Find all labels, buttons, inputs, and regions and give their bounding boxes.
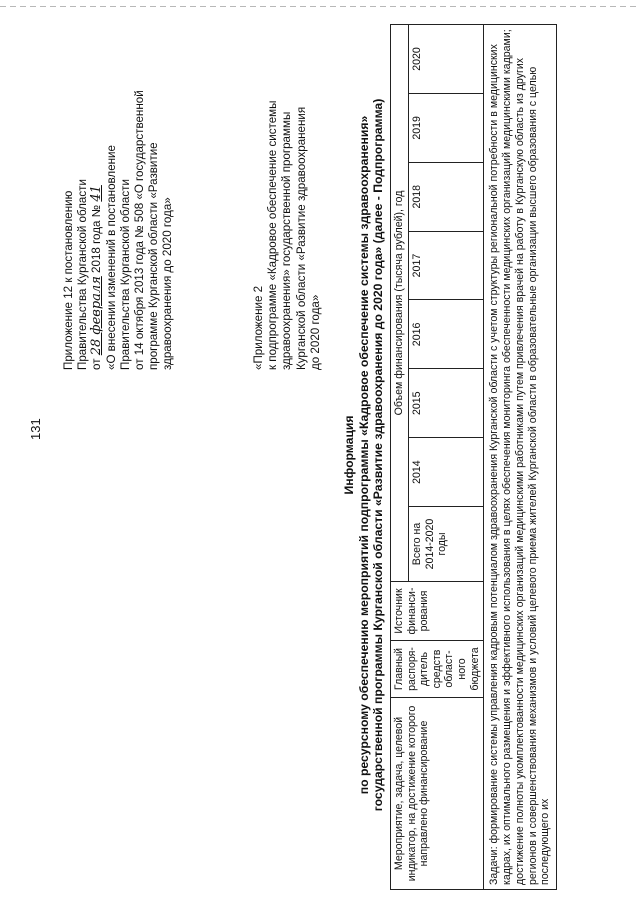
- title-line: государственной программы Курганской области «Развитие здравоохранения до 2020 года» (далее - Подпрограмма): [371, 98, 386, 812]
- header-year: 2020: [409, 25, 484, 94]
- header-volume: Объем финансирования (тысяча рублей), год: [391, 25, 409, 582]
- header-manager: Главный распоря-дитель средств област-ного бюджета: [391, 641, 484, 698]
- annex2-line: до 2020 года»: [308, 294, 322, 370]
- annex-line: Правительства Курганской области: [118, 179, 132, 370]
- annex-line: Правительства Курганской области: [76, 179, 90, 370]
- header-year: 2017: [409, 231, 484, 300]
- annex-subheader: [252, 30, 323, 370]
- annex2-line: «Приложение 2: [252, 285, 265, 370]
- annex-date-line: [90, 20, 104, 370]
- table-row: [484, 25, 557, 890]
- header-measure: Мероприятие, задача, целевой индикатор, на достижение которого направлено финансирование: [391, 698, 484, 890]
- handwritten-date: 28 февраля: [89, 276, 105, 356]
- header-year: 2015: [409, 369, 484, 438]
- annex-line: Приложение 12 к постановлению: [62, 190, 75, 370]
- table-header-row: [391, 25, 409, 890]
- annex2-line: Курганской области «Развитие здравоохранения: [294, 106, 308, 370]
- rotated-page: [20, 20, 620, 890]
- annex-header: [62, 20, 176, 370]
- annex2-line: здравоохранения» государственной программы: [280, 111, 294, 370]
- annex-date-middle: 2018 года №: [90, 204, 104, 273]
- annex-line: «О внесении изменений в постановление: [104, 145, 118, 370]
- annex-line: здравоохранения до 2020 года»: [161, 197, 175, 370]
- task-cell: Задачи: формирование системы управления кадровым потенциалом здравоохранения Курганской области с учетом структуры региональной потребности в медицинских кадрах, их оптимального размещения и эффективного использования в целях обеспечения мониторинга обеспеченности медицинских организаций медицинскими кадрами; достижение полноты укомплектованности медицинских организаций медицинскими работниками путем привлечения врачей на работу в Курганскую область из других регионов и совершенствования механизмов и условий целевого приема жителей Курганской области в образовательные организации высшего образования с целью последующего их: [484, 25, 557, 890]
- header-total: Всего на 2014-2020 годы: [409, 507, 484, 582]
- document-title: [342, 20, 386, 890]
- title-line: Информация: [342, 415, 356, 495]
- handwritten-number: 41: [89, 185, 105, 202]
- annex-line: программе Курганской области «Развитие: [147, 142, 161, 370]
- annex-date-prefix: от: [90, 358, 104, 370]
- scan-edge-line: [0, 6, 640, 7]
- header-source: Источник финанси-рования: [391, 582, 484, 641]
- annex2-line: к подпрограмме «Кадровое обеспечение системы: [266, 100, 280, 370]
- header-year: 2018: [409, 162, 484, 231]
- header-year: 2014: [409, 438, 484, 507]
- header-year: 2019: [409, 93, 484, 162]
- title-line: по ресурсному обеспечению мероприятий подпрограммы «Кадровое обеспечение системы здравоохранения»: [356, 115, 371, 795]
- financing-table: [390, 24, 557, 890]
- annex-line: от 14 октября 2013 года № 508 «О государственной: [133, 90, 147, 370]
- header-year: 2016: [409, 300, 484, 369]
- page-number: 131: [28, 418, 43, 440]
